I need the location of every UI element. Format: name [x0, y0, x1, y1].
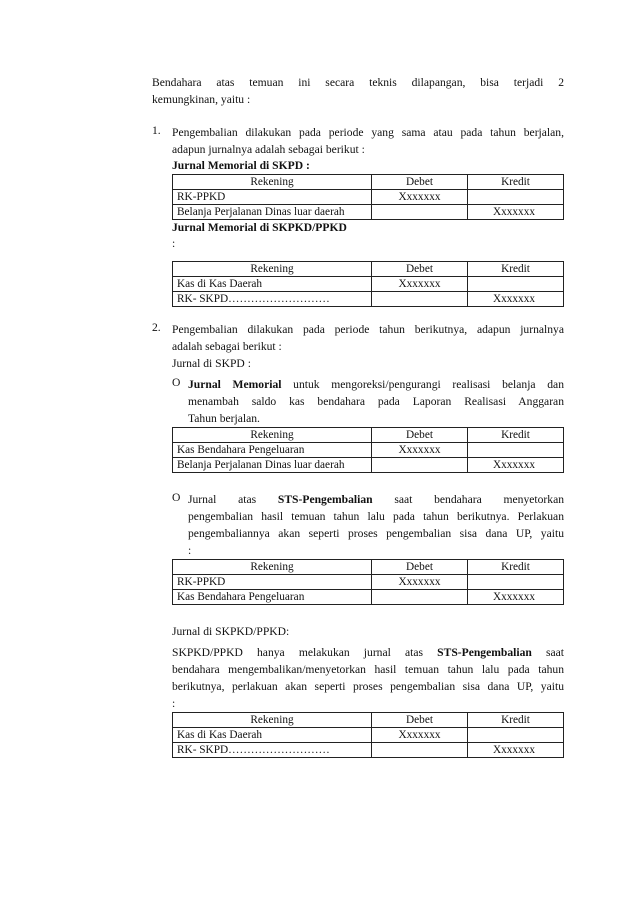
bullet-mark: O [172, 376, 181, 389]
header-rekening: Rekening [173, 262, 372, 277]
cell-kredit [468, 190, 564, 205]
cell-debet: Xxxxxxx [372, 728, 468, 743]
bullet2-pre: Jurnal atas [188, 493, 278, 506]
header-rekening: Rekening [173, 560, 372, 575]
header-debet: Debet [372, 713, 468, 728]
table-header-row [173, 262, 564, 277]
cell-rekening: Belanja Perjalanan Dinas luar daerah [173, 205, 372, 220]
table-header-row [173, 560, 564, 575]
cell-debet [372, 743, 468, 758]
table-row [173, 458, 564, 473]
item2-line-1: Pengembalian dilakukan pada periode tahun berikutnya, adapun jurnalnya [172, 323, 564, 336]
header-debet: Debet [372, 428, 468, 443]
header-kredit: Kredit [468, 262, 564, 277]
table-row [173, 443, 564, 458]
document-page [152, 74, 564, 758]
table-row [173, 575, 564, 590]
skpkd-section [172, 623, 564, 712]
bullet1-line-1 [188, 376, 564, 393]
skpkd-pre: SKPKD/PPKD hanya melakukan jurnal atas [172, 646, 438, 659]
cell-debet: Xxxxxxx [372, 443, 468, 458]
journal-title-skpd: Jurnal Memorial di SKPD : [172, 159, 310, 172]
journal-table-skpd [172, 174, 564, 220]
bullet-mark: O [172, 491, 181, 504]
bullet2-rest: saat bendahara menyetorkan [372, 493, 565, 506]
cell-kredit: Xxxxxxx [468, 590, 564, 605]
cell-rekening: Kas Bendahara Pengeluaran [173, 590, 372, 605]
header-kredit: Kredit [468, 175, 564, 190]
header-rekening: Rekening [173, 428, 372, 443]
cell-kredit [468, 728, 564, 743]
cell-debet [372, 292, 468, 307]
skpkd-line-1 [172, 644, 564, 661]
skpkd-rest: saat [531, 646, 564, 659]
bullet-jurnal-memorial [172, 376, 564, 427]
item2-line-3: Jurnal di SKPD : [172, 357, 251, 370]
item1-line-2: adapun jurnalnya adalah sebagai berikut : [172, 143, 365, 156]
bullet-jurnal-sts [172, 491, 564, 559]
item2-line-2: adalah sebagai berikut : [172, 340, 282, 353]
journal-table-memorial [172, 427, 564, 473]
bullet2-line-3: pengembaliannya akan seperti proses pengembalian sisa dana UP, yaitu [188, 527, 564, 540]
cell-rekening: RK- SKPD……………………… [173, 743, 372, 758]
table-row [173, 190, 564, 205]
bullet2-bold: STS-Pengembalian [277, 493, 373, 506]
cell-debet [372, 458, 468, 473]
bullet2-line-4: : [188, 544, 192, 557]
skpkd-line-4: : [172, 697, 176, 710]
item1-line-1: Pengembalian dilakukan pada periode yang sama atau pada tahun berjalan, [172, 126, 564, 139]
cell-kredit: Xxxxxxx [468, 458, 564, 473]
bullet1-line-2: menambah saldo kas bendahara pada Laporan Realisasi Anggaran [188, 395, 564, 408]
cell-kredit [468, 443, 564, 458]
list-item-2 [152, 321, 564, 758]
intro-line-1: Bendahara atas temuan ini secara teknis dilapangan, bisa terjadi 2 [152, 76, 564, 89]
header-kredit: Kredit [468, 560, 564, 575]
cell-debet: Xxxxxxx [372, 190, 468, 205]
table-row [173, 728, 564, 743]
cell-rekening: Belanja Perjalanan Dinas luar daerah [173, 458, 372, 473]
bullet2-line-2: pengembalian hasil temuan tahun lalu pada tahun berikutnya. Perlakuan [188, 510, 564, 523]
cell-debet [372, 205, 468, 220]
skpkd-line-2: bendahara mengembalikan/menyetorkan hasil temuan tahun lalu pada tahun [172, 663, 564, 676]
cell-rekening: RK-PPKD [173, 190, 372, 205]
bullet1-rest: untuk mengoreksi/pengurangi realisasi belanja dan [281, 378, 564, 391]
cell-kredit [468, 575, 564, 590]
header-kredit: Kredit [468, 713, 564, 728]
header-rekening: Rekening [173, 175, 372, 190]
cell-kredit: Xxxxxxx [468, 205, 564, 220]
header-debet: Debet [372, 175, 468, 190]
list-number: 1. [152, 124, 161, 137]
bullet1-bold: Jurnal Memorial [188, 378, 282, 391]
cell-rekening: Kas di Kas Daerah [173, 728, 372, 743]
table-row [173, 743, 564, 758]
cell-rekening: Kas Bendahara Pengeluaran [173, 443, 372, 458]
table-row [173, 590, 564, 605]
header-rekening: Rekening [173, 713, 372, 728]
table-header-row [173, 713, 564, 728]
journal-table-sts [172, 559, 564, 605]
cell-rekening: RK-PPKD [173, 575, 372, 590]
bullet2-line-1 [188, 491, 564, 508]
skpkd-title: Jurnal di SKPKD/PPKD: [172, 625, 290, 638]
header-debet: Debet [372, 262, 468, 277]
cell-debet: Xxxxxxx [372, 575, 468, 590]
intro-line-2: kemungkinan, yaitu : [152, 93, 251, 106]
table-header-row [173, 428, 564, 443]
skpkd-bold: STS-Pengembalian [437, 646, 532, 659]
intro-paragraph [152, 74, 564, 108]
header-kredit: Kredit [468, 428, 564, 443]
journal-table-skpkd [172, 261, 564, 307]
header-debet: Debet [372, 560, 468, 575]
table-row [173, 277, 564, 292]
cell-kredit: Xxxxxxx [468, 292, 564, 307]
cell-rekening: RK- SKPD……………………… [173, 292, 372, 307]
cell-rekening: Kas di Kas Daerah [173, 277, 372, 292]
table-row [173, 205, 564, 220]
list-number: 2. [152, 321, 161, 334]
list-item-1 [152, 124, 564, 307]
cell-kredit [468, 277, 564, 292]
journal-table-skpkd-sts [172, 712, 564, 758]
skpkd-line-3: berikutnya, perlakuan akan seperti proses pengembalian sisa dana UP, yaitu [172, 680, 564, 693]
journal-title-skpkd: Jurnal Memorial di SKPKD/PPKD [172, 221, 347, 234]
bullet1-line-3: Tahun berjalan. [188, 412, 260, 425]
cell-debet: Xxxxxxx [372, 277, 468, 292]
journal-title-colon: : [172, 237, 176, 250]
cell-debet [372, 590, 468, 605]
table-header-row [173, 175, 564, 190]
cell-kredit: Xxxxxxx [468, 743, 564, 758]
table-row [173, 292, 564, 307]
